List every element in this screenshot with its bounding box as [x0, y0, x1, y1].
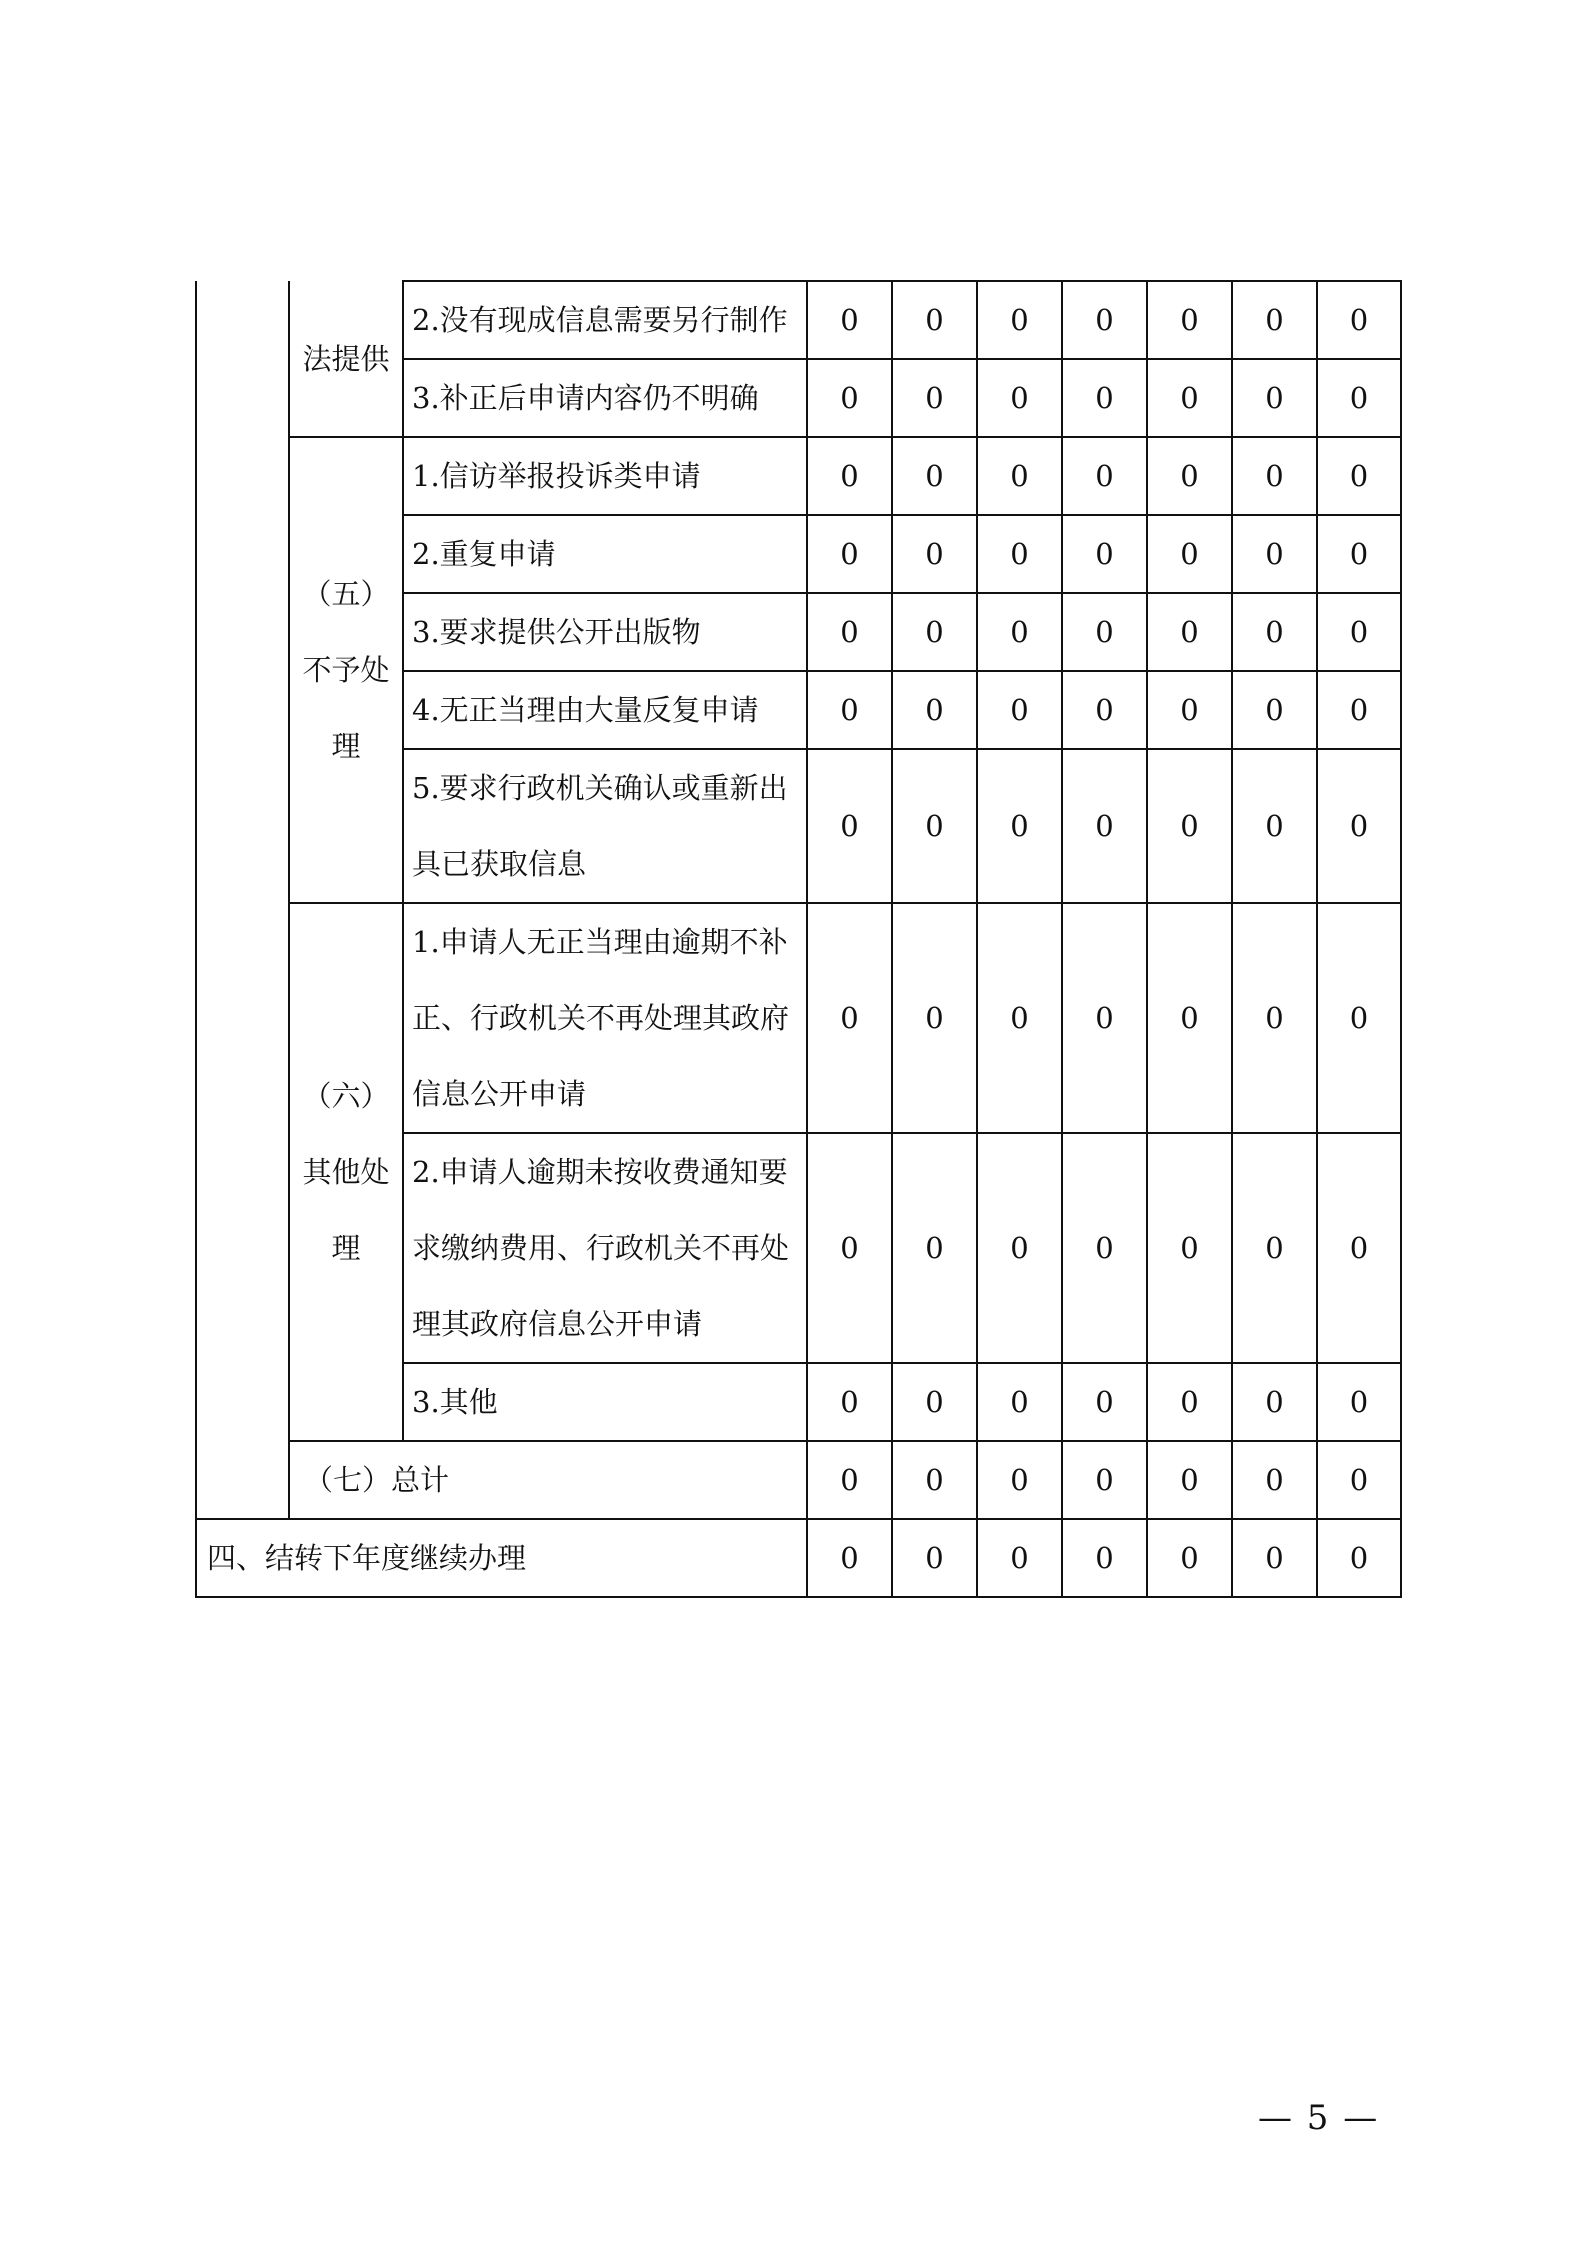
value-cell: 0: [892, 1363, 977, 1441]
table-row: [196, 1519, 1401, 1597]
value-cell: 0: [1232, 749, 1317, 903]
value-cell: 0: [1062, 903, 1147, 1133]
value-cell: 0: [1062, 593, 1147, 671]
value-cell: 0: [1232, 1519, 1317, 1597]
section-cell: [196, 281, 289, 1519]
value-cell: 0: [807, 437, 892, 515]
carryover-label: 四、结转下年度继续办理: [196, 1519, 807, 1597]
value-cell: 0: [807, 1519, 892, 1597]
value-cell: 0: [1147, 359, 1232, 437]
value-cell: 0: [977, 1363, 1062, 1441]
row-label: 3.其他: [403, 1363, 807, 1441]
row-label: 3.要求提供公开出版物: [403, 593, 807, 671]
value-cell: 0: [1062, 1441, 1147, 1519]
page-number: — 5 —: [1258, 2098, 1380, 2138]
value-cell: 0: [807, 359, 892, 437]
value-cell: 0: [1147, 1519, 1232, 1597]
table-row: [196, 437, 1401, 515]
table-row: [196, 1441, 1401, 1519]
value-cell: 0: [807, 281, 892, 359]
table-row: [196, 903, 1401, 1133]
value-cell: 0: [977, 903, 1062, 1133]
value-cell: 0: [1232, 1363, 1317, 1441]
value-cell: 0: [892, 359, 977, 437]
value-cell: 0: [1232, 593, 1317, 671]
value-cell: 0: [977, 359, 1062, 437]
value-cell: 0: [1147, 593, 1232, 671]
value-cell: 0: [977, 515, 1062, 593]
value-cell: 0: [1147, 671, 1232, 749]
value-cell: 0: [1062, 515, 1147, 593]
value-cell: 0: [892, 671, 977, 749]
value-cell: 0: [892, 1519, 977, 1597]
value-cell: 0: [977, 671, 1062, 749]
value-cell: 0: [977, 1519, 1062, 1597]
value-cell: 0: [1062, 1133, 1147, 1363]
row-label: 3.补正后申请内容仍不明确: [403, 359, 807, 437]
value-cell: 0: [892, 903, 977, 1133]
value-cell: 0: [1062, 1363, 1147, 1441]
value-cell: 0: [1147, 1133, 1232, 1363]
value-cell: 0: [1062, 671, 1147, 749]
row-label: 1.信访举报投诉类申请: [403, 437, 807, 515]
value-cell: 0: [892, 515, 977, 593]
value-cell: 0: [892, 1441, 977, 1519]
value-cell: 0: [977, 593, 1062, 671]
value-cell: 0: [1147, 749, 1232, 903]
value-cell: 0: [1232, 281, 1317, 359]
value-cell: 0: [1317, 515, 1401, 593]
value-cell: 0: [1317, 749, 1401, 903]
table-row: [196, 281, 1401, 359]
value-cell: 0: [1062, 281, 1147, 359]
value-cell: 0: [1232, 903, 1317, 1133]
value-cell: 0: [807, 671, 892, 749]
value-cell: 0: [1232, 1441, 1317, 1519]
value-cell: 0: [1147, 903, 1232, 1133]
value-cell: 0: [977, 1441, 1062, 1519]
row-label: 2.重复申请: [403, 515, 807, 593]
value-cell: 0: [1317, 281, 1401, 359]
value-cell: 0: [1062, 359, 1147, 437]
value-cell: 0: [807, 1363, 892, 1441]
value-cell: 0: [977, 281, 1062, 359]
value-cell: 0: [1317, 1363, 1401, 1441]
value-cell: 0: [807, 1441, 892, 1519]
value-cell: 0: [807, 749, 892, 903]
value-cell: 0: [892, 749, 977, 903]
value-cell: 0: [1232, 359, 1317, 437]
value-cell: 0: [1232, 1133, 1317, 1363]
row-label: 1.申请人无正当理由逾期不补正、行政机关不再处理其政府信息公开申请: [403, 903, 807, 1133]
value-cell: 0: [1317, 903, 1401, 1133]
value-cell: 0: [1317, 671, 1401, 749]
value-cell: 0: [1317, 1133, 1401, 1363]
value-cell: 0: [1147, 1363, 1232, 1441]
value-cell: 0: [1317, 359, 1401, 437]
value-cell: 0: [977, 437, 1062, 515]
row-label: 5.要求行政机关确认或重新出具已获取信息: [403, 749, 807, 903]
value-cell: 0: [807, 1133, 892, 1363]
value-cell: 0: [892, 281, 977, 359]
row-label: 2.没有现成信息需要另行制作: [403, 281, 807, 359]
value-cell: 0: [1317, 437, 1401, 515]
group-cell: （五）不予处理: [289, 437, 403, 903]
value-cell: 0: [892, 593, 977, 671]
value-cell: 0: [977, 749, 1062, 903]
value-cell: 0: [892, 437, 977, 515]
value-cell: 0: [1317, 1441, 1401, 1519]
value-cell: 0: [1062, 1519, 1147, 1597]
row-label: 4.无正当理由大量反复申请: [403, 671, 807, 749]
value-cell: 0: [1062, 749, 1147, 903]
value-cell: 0: [1062, 437, 1147, 515]
value-cell: 0: [977, 1133, 1062, 1363]
value-cell: 0: [1147, 281, 1232, 359]
value-cell: 0: [807, 903, 892, 1133]
value-cell: 0: [1147, 1441, 1232, 1519]
value-cell: 0: [1232, 671, 1317, 749]
value-cell: 0: [807, 515, 892, 593]
value-cell: 0: [1147, 515, 1232, 593]
value-cell: 0: [807, 593, 892, 671]
group-cell: （六）其他处理: [289, 903, 403, 1441]
value-cell: 0: [1317, 1519, 1401, 1597]
statistics-table: [195, 280, 1402, 1598]
value-cell: 0: [1232, 437, 1317, 515]
row-label: 2.申请人逾期未按收费通知要求缴纳费用、行政机关不再处理其政府信息公开申请: [403, 1133, 807, 1363]
value-cell: 0: [1147, 437, 1232, 515]
group-cell: 法提供: [289, 281, 403, 437]
value-cell: 0: [1232, 515, 1317, 593]
value-cell: 0: [892, 1133, 977, 1363]
value-cell: 0: [1317, 593, 1401, 671]
total-label: （七）总计: [289, 1441, 807, 1519]
